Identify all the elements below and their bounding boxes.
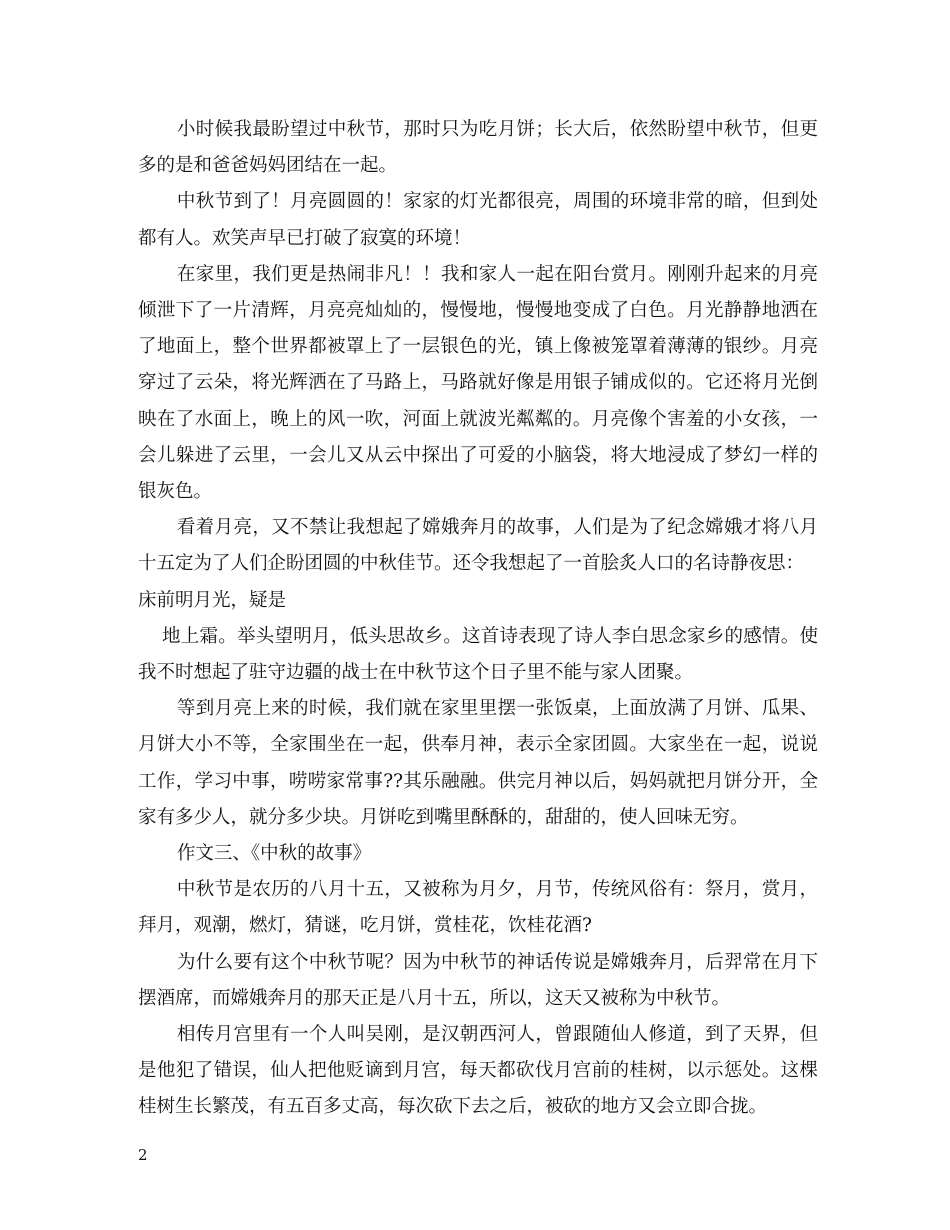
- paragraph: 相传月宫里有一个人叫吴刚，是汉朝西河人，曾跟随仙人修道，到了天界，但是他犯了错误，仙人把他贬谪到月宫，每天都砍伐月宫前的桂树，以示惩处。这棵桂树生长繁茂，有五百多丈高，每次砍下去之后，被砍的地方又会立即合拢。: [138, 1024, 818, 1118]
- paragraph: 中秋节是农历的八月十五，又被称为月夕，月节，传统风俗有：祭月，赏月，拜月，观潮，燃灯，猜谜，吃月饼，赏桂花，饮桂花酒?: [138, 879, 818, 937]
- paragraph: 在家里，我们更是热闹非凡！！我和家人一起在阳台赏月。刚刚升起来的月亮倾泄下了一片清辉，月亮亮灿灿的，慢慢地，慢慢地变成了白色。月光静静地洒在了地面上，整个世界都被罩上了一层银色的光，镇上像被笼罩着薄薄的银纱。月亮穿过了云朵，将光辉洒在了马路上，马路就好像是用银子铺成似的。它还将月光倒映在了水面上，晚上的风一吹，河面上就波光粼粼的。月亮像个害羞的小女孩，一会儿躲进了云里，一会儿又从云中探出了可爱的小脑袋，将大地浸成了梦幻一样的银灰色。: [138, 263, 818, 503]
- paragraph: 地上霜。举头望明月，低头思故乡。这首诗表现了诗人李白思念家乡的感情。使我不时想起了驻守边疆的战士在中秋节这个日子里不能与家人团聚。: [138, 625, 818, 684]
- section-heading: 作文三、《中秋的故事》: [176, 843, 372, 865]
- paragraph: 床前明月光，疑是: [138, 589, 287, 611]
- paragraph: 中秋节到了！月亮圆圆的！家家的灯光都很亮，周围的环境非常的暗，但到处都有人。欢笑声早已打破了寂寞的环境！: [138, 191, 818, 249]
- paragraph: 等到月亮上来的时候，我们就在家里里摆一张饭桌，上面放满了月饼、瓜果、月饼大小不等，全家围坐在一起，供奉月神，表示全家团圆。大家坐在一起，说说工作，学习中事，唠唠家常事??其乐融融。供完月神以后，妈妈就把月饼分开，全家有多少人，就分多少块。月饼吃到嘴里酥酥的，甜甜的，使人回味无穷。: [138, 698, 818, 828]
- page-number: 2: [138, 1146, 148, 1164]
- body-text: [138, 112, 818, 1126]
- paragraph: 小时候我最盼望过中秋节，那时只为吃月饼；长大后，依然盼望中秋节，但更多的是和爸爸妈妈团结在一起。: [138, 119, 818, 177]
- paragraph: 为什么要有这个中秋节呢？因为中秋节的神话传说是嫦娥奔月，后羿常在月下摆酒席，而嫦娥奔月的那天正是八月十五，所以，这天又被称为中秋节。: [138, 951, 818, 1009]
- paragraph: 看着月亮，又不禁让我想起了嫦娥奔月的故事，人们是为了纪念嫦娥才将八月十五定为了人们企盼团圆的中秋佳节。还令我想起了一首脍炙人口的名诗静夜思：: [138, 517, 818, 575]
